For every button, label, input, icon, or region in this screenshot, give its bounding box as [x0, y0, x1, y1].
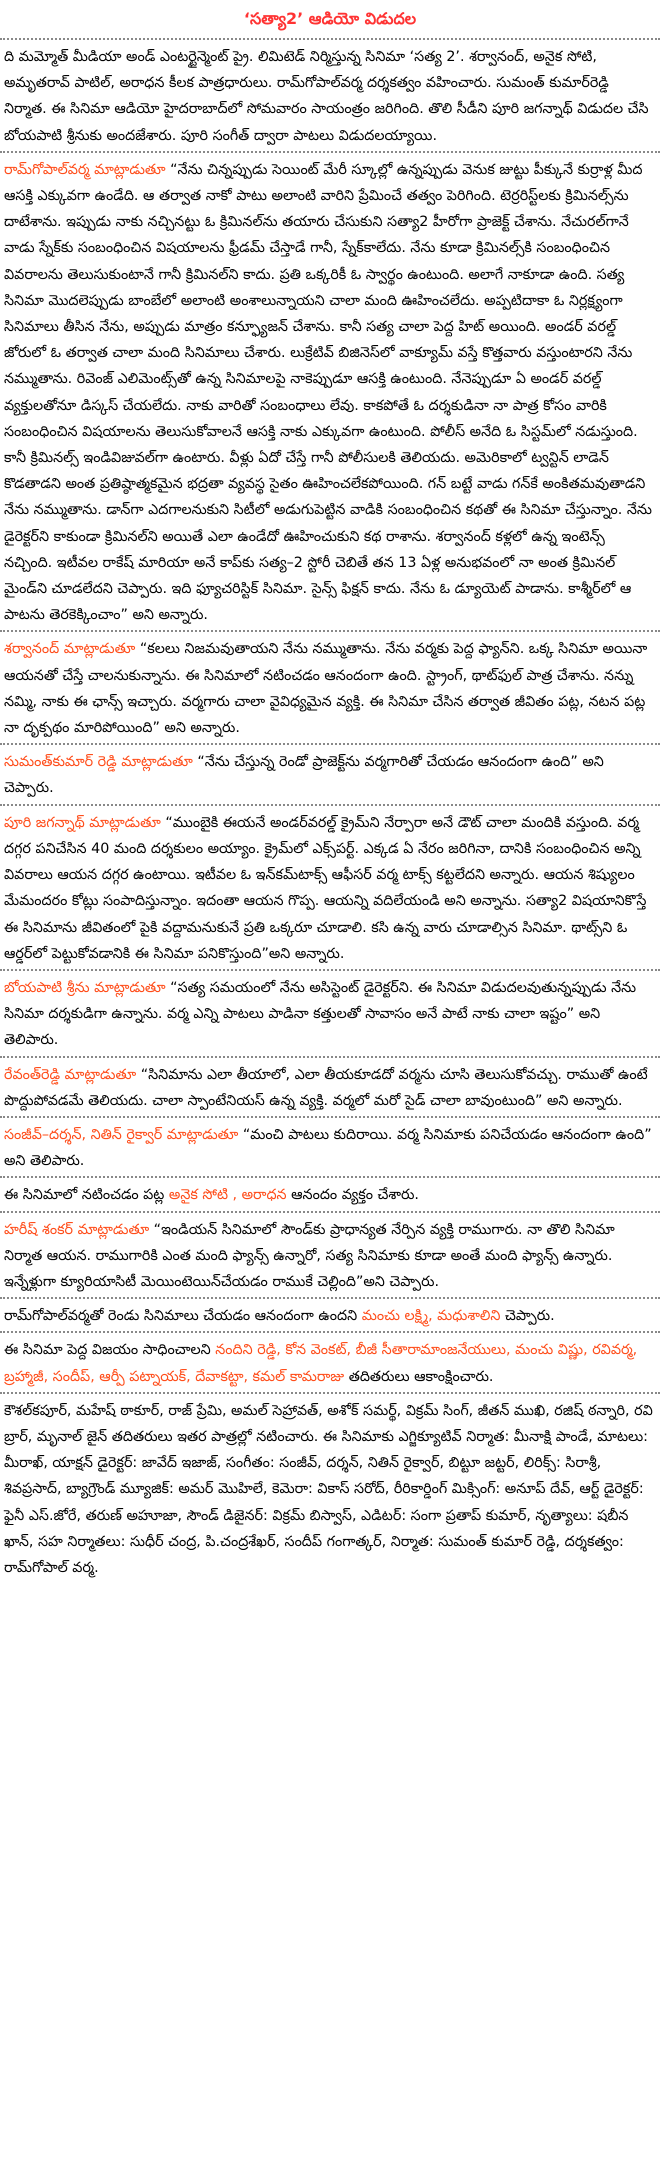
paragraph-harish	[0, 1211, 660, 1298]
paragraph-rgv	[0, 151, 660, 631]
speaker-label: పూరి జగన్నాథ్ మాట్లాడుతూ	[4, 814, 161, 831]
speaker-label: రామ్‌గోపాల్‌వర్మ మాట్లాడుతూ	[4, 161, 166, 178]
speaker-label: రేవంత్‌రెడ్డి మాట్లాడుతూ	[4, 1066, 137, 1083]
speaker-label: శర్వానంద్ మాట్లాడుతూ	[4, 641, 136, 658]
paragraph-wishes	[0, 1331, 660, 1391]
paragraph-manchu	[0, 1297, 660, 1331]
cast-names: నందిని రెడ్డి, కోన వెంకట్, బీజీ సీతారామాంజనేయులు, మంచు విష్ణు, రవివర్మ, బ్రహ్మాజీ, సందీప్, ఆర్పీ పట్నాయక్, దేవాకట్టా, కమల్ కామరాజు	[4, 1342, 638, 1385]
paragraph-text: “సత్య సమయంలో నేను అసిస్టెంట్ డైరెక్టర్‌ని. ఈ సినిమా విడుదలవుతున్నప్పుడు నేను సినిమా దర్శకుడిగా ఉన్నాను. వర్మ ఎన్ని పాటలు పాడినా కత్తులతో సావాసం అనే పాటే నాకు చాలా ఇష్టం” అని తెలిపారు.	[4, 979, 637, 1049]
paragraph-text: “మంచి పాటలు కుదిరాయి. వర్మ సినిమాకు పనిచేయడం ఆనందంగా ఉంది” అని తెలిపారు.	[4, 1126, 652, 1170]
speaker-label: సుమంత్‌కుమార్ రెడ్డి మాట్లాడుతూ	[4, 754, 193, 771]
paragraph-text: “ఇండియన్ సినిమాలో సౌండ్‌కు ప్రాధాన్యత నేర్పిన వ్యక్తి రాముగారు. నా తొలి సినిమా నిర్మాత ఆయన. రాముగారికి ఎంత మంది ఫ్యాన్స్ ఉన్నారో, సత్య సినిమాకు కూడా అంతే మంది ఫ్యాన్స్ ఉన్నారు. ఇన్నేళ్లుగా క్యూరియాసిటీ మెయింటెయిన్‌చేయడం రాముకే చెల్లింది”అని చెప్పారు.	[4, 1221, 615, 1290]
cast-names: అనైక సోటి , అరాధన	[168, 1187, 287, 1204]
paragraph-text: “ముంబైకి ఈయనే అండర్‌వరల్డ్ క్రైమ్‌ని నేర్పారా అనే డౌట్ చాలా మందికి వస్తుంది. వర్మ దగ్గర పనిచేసిన 40 మంది దర్శకులం అయ్యాం. క్రైమ్‌లో ఎక్స్‌పర్ట్. ఎక్కడ ఏ నేరం జరిగినా, దానికి సంబంధించిన అన్ని వివరాలు ఆయన దగ్గర ఉంటాయి. ఇటీవల ఓ ఇన్‌కమ్‌టాక్స్ ఆఫీసర్ వర్మ టాక్స్ కట్టలేదని అన్నారు. ఆయన శిష్యులం మేమందరం కోట్లు సంపాదిస్తున్నాం. ఇదంతా ఆయన గొప్ప. ఆయన్ని వదిలేయండి అని అన్నాను. సత్యా2 విషయానికొస్తే ఈ సినిమాను జీవితంలో పైకి వద్దామనుకునే ప్రతి ఒక్కరూ చూడాలి. కసి ఉన్న వారు చూడాల్సిన సినిమా. థాట్స్‌ని ఓ ఆర్డర్‌లో పెట్టుకోవడానికి ఈ సినిమా పనికొస్తుంది”అని అన్నారు.	[4, 814, 647, 962]
paragraph-text-after: చెప్పారు.	[500, 1308, 555, 1325]
cast-names: మంచు లక్ష్మి, మధుశాలిని	[361, 1308, 501, 1325]
paragraph-text: “నేను చిన్నప్పుడు సెయింట్ మేరీ స్కూల్లో ఉన్నప్పుడు వెనుక జుట్టు పీక్కునే కుర్రాళ్ల మీద ఆసక్తి ఎక్కువగా ఉండేది. ఆ తర్వాత నాకో పాటు అలాంటి వారిని ప్రేమించే తత్వం పెరిగింది. టెర్రరిస్ట్‌లకు క్రిమినల్స్‌ను దాటేశాను. ఇప్పుడు నాకు నచ్చినట్టు ఓ క్రిమినల్‌ను తయారు చేసుకుని సత్యా2 హీరోగా ప్రాజెక్ట్ చేశాను. నేచురల్‌గానే వాడు స్నేక్‌కు సంబంధించిన విషయాలను ఫ్రీడమ్ చేస్తాడే గానీ, స్నేక్‌కాలేదు. నేను కూడా క్రిమినల్స్‌కి సంబంధించిన వివరాలను తెలుసుకుంటానే గానీ క్రిమినల్‌ని కాదు. ప్రతి ఒక్కరికీ ఓ స్వార్థం ఉంటుంది. అలాగే నాకూడా ఉంది. సత్య సినిమా మొదలెప్పుడు బాంబేలో అలాంటి అంశాలున్నాయని చాలా మంది ఊహించలేదు. అప్పటిదాకా ఓ నిర్లక్ష్యంగా సినిమాలు తీసిన నేను, అప్పుడు మాత్రం కన్ఫ్యూజన్ చేశాను. కానీ సత్య చాలా పెద్ద హిట్ అయింది. అండర్ వరల్డ్ జోరులో ఓ తర్వాత చాలా మంది సినిమాలు చేశారు. లుక్రేటివ్ బిజినెస్‌లో వాక్యూమ్ వస్తే కొత్తవారు వస్తుంటారని నేను నమ్ముతాను. రివెంజ్ ఎలిమెంట్స్‌తో ఉన్న సినిమాలపై నాకెప్పుడూ ఆసక్తి ఉంటుంది. నేనెప్పుడూ ఏ అండర్ వరల్డ్ వ్యక్తులతోనూ డిస్కస్ చేయలేదు. నాకు వారితో సంబంధాలు లేవు. కాకపోతే ఓ దర్శకుడినా నా పాత్ర కోసం వారికి సంబంధించిన విషయాలను తెలుసుకోవాలనే ఆసక్తి నాకు ఎక్కువగా ఉంటుంది. పోలీస్ అనేది ఓ సిస్టమ్‌లో నడుస్తుంది. కానీ క్రిమినల్స్ ఇండివిజువల్‌గా ఉంటారు. వీళ్లు ఏదో చేస్తే గానీ పోలీసులకి తెలియదు. అమెరికాలో ట్వన్టిన్ లాడెన్ కొడతాడని అంత ప్రతిష్ఠాత్మకమైన భద్రతా వ్యవస్థ సైతం ఊహించలేకపోయింది. గన్ బట్టే వాడు గన్‌కే అంకితమవుతాడని నేను నమ్ముతాను. డాన్‌గా ఎదగాలనుకుని సిటీలో అడుగుపెట్టిన వాడికి సంబంధించిన కథతో ఈ సినిమా చేస్తున్నాం. నేను డైరెక్టర్‌ని కాకుండా క్రిమినల్‌ని అయితే ఎలా ఉండేదో ఊహించుకుని కథ రాశాను. శర్వానంద్ కళ్లలో ఉన్న ఇంటెన్స్ నచ్చింది. ఇటీవల రాకేష్ మారియా అనే కాప్‌కు సత్య–2 స్టోరీ చెబితే తన 13 ఏళ్ల అనుభవంలో నా అంత క్రిమినల్ మైండ్‌ని చూడలేదని చెప్పారు. ఇది ఫ్యూచరిస్టిక్ సినిమా. సైన్స్ ఫిక్షన్ కాదు. నేను ఓ డ్యూయెట్ పాడాను. కాశ్మీర్‌లో ఆ పాటను తెరకెక్కించాం” అని అన్నారు.	[4, 161, 652, 624]
paragraph-text: కౌశల్‌కపూర్, మహేష్ ఠాకూర్, రాజ్ ప్రేమి, అమల్ సెహ్రావత్, అశోక్ సమర్థ్, విక్రమ్ సింగ్, జీతన్ ముఖి, రజిష్ ఠన్నారి, రవి బ్రార్, మృనాల్ జైన్ తదితరులు ఇతర పాత్రల్లో నటించారు. ఈ సినిమాకు ఎగ్జిక్యూటివ్ నిర్మాత: మీనాక్షి పాండే, మాటలు: మీరాఖ్, యాక్షన్ డైరెక్టర్: జావేద్ ఇజాజ్, సంగీతం: సంజీవ్, దర్శన్, నితిన్ రైక్వార్, బిట్టూ జట్టర్, లిరిక్స్: సిరాశ్రీ, శివప్రసాద్, బ్యాగ్రౌండ్ మ్యూజిక్: అమర్ మొహిలే, కెమెరా: వికాస్ సరోద్, రీరికార్డింగ్ మిక్సింగ్: అనూప్ దేవ్, ఆర్ట్ డైరెక్టర్: ఫైనీ ఎస్.జోరే, తరుణ్ అహూజా, సౌండ్ డిజైనర్: విక్రమ్ బిస్వాస్, ఎడిటర్: సంగా ప్రతాప్ కుమార్, నృత్యాలు: షబీన ఖాన్, సహ నిర్మాతలు: సుధీర్ చంద్ర, పి.చంద్రశేఖర్, సందీప్ గంగాత్కర్, నిర్మాత: సుమంత్ కుమార్ రెడ్డి, దర్శకత్వం: రామ్‌గోపాల్ వర్మ.	[4, 1402, 653, 1576]
speaker-label: బోయపాటి శ్రీను మాట్లాడుతూ	[4, 979, 166, 996]
article-title: ‘సత్యా2’ ఆడియో విడుదల	[243, 9, 417, 28]
paragraph-credits	[0, 1392, 660, 1583]
speaker-label: హరీష్ శంకర్ మాట్లాడుతూ	[4, 1221, 150, 1238]
paragraph-boyapati	[0, 969, 660, 1056]
paragraph-sumanth	[0, 743, 660, 803]
paragraph-text-after: ఆనందం వ్యక్తం చేశారు.	[286, 1187, 419, 1204]
paragraph-text: ఈ సినిమాలో నటించడం పట్ల	[4, 1187, 169, 1204]
paragraph-text-after: తదితరులు ఆకాంక్షించారు.	[344, 1368, 494, 1385]
paragraph-text: రామ్‌గోపాల్‌వర్మతో రెండు సినిమాలు చేయడం ఆనందంగా ఉందని	[4, 1308, 362, 1325]
paragraph-actresses	[0, 1176, 660, 1210]
speaker-label: సంజీవ్–దర్శన్, నితిన్ రైక్వార్ మాట్లాడుతూ	[4, 1126, 239, 1143]
paragraph-revanth	[0, 1056, 660, 1116]
paragraph-text: ఈ సినిమా పెద్ద విజయం సాధించాలని	[4, 1342, 216, 1359]
paragraph-sharwanand	[0, 630, 660, 743]
paragraph-intro	[0, 38, 660, 151]
paragraph-music	[0, 1116, 660, 1176]
paragraph-text: “సినిమాను ఎలా తీయాలో, ఎలా తీయకూడదో వర్మను చూసి తెలుసుకోవచ్చు. రాముతో ఉంటే పొద్దుపోవడమే తెలియదు. చాలా స్పాంటేనియస్ ఉన్న వ్యక్తి. వర్మలో మరో సైడ్ చాలా బావుంటుంది” అని అన్నారు.	[4, 1066, 648, 1109]
paragraph-text: “నేను చేస్తున్న రెండో ప్రాజెక్ట్‌ను వర్మగారితో చేయడం ఆనందంగా ఉంది” అని చెప్పారు.	[4, 754, 604, 797]
paragraph-puri	[0, 804, 660, 969]
paragraph-text: “కలలు నిజమవుతాయని నేను నమ్ముతాను. నేను వర్మకు పెద్ద ఫ్యాన్‌ని. ఒక్క సినిమా అయినా ఆయనతో చేస్తే చాలనుకున్నాను. ఈ సినిమాలో నటించడం ఆనందంగా ఉంది. స్ట్రాంగ్, థాట్‌ఫుల్ పాత్ర చేశాను. నన్ను నమ్మి, నాకు ఈ ఛాన్స్ ఇచ్చారు. వర్మగారు చాలా వైవిధ్యమైన వ్యక్తి. ఈ సినిమా చేసిన తర్వాత జీవితం పట్ల, నటన పట్ల నా దృక్పథం మారిపోయింది” అని అన్నారు.	[4, 641, 648, 737]
paragraph-text: ది మమ్మోత్ మీడియా అండ్ ఎంటర్టైన్మెంట్ ప్రై. లిమిటెడ్ నిర్మిస్తున్న సినిమా ‘సత్య 2’. శర్వానంద్, అనైక సోటి, అమృతరావ్ పాటిల్, అరాధన కీలక పాత్రధారులు. రామ్‌గోపాల్‌వర్మ దర్శకత్వం వహించారు. సుమంత్ కుమార్‌రెడ్డి నిర్మాత. ఈ సినిమా ఆడియో హైదరాబాద్‌లో సోమవారం సాయంత్రం జరిగింది. తొలి సీడీని పూరి జగన్నాథ్ విడుదల చేసి బోయపాటి శ్రీనుకు అందజేశారు. పూరి సంగీత్ ద్వారా పాటలు విడుదలయ్యాయి.	[4, 49, 649, 144]
